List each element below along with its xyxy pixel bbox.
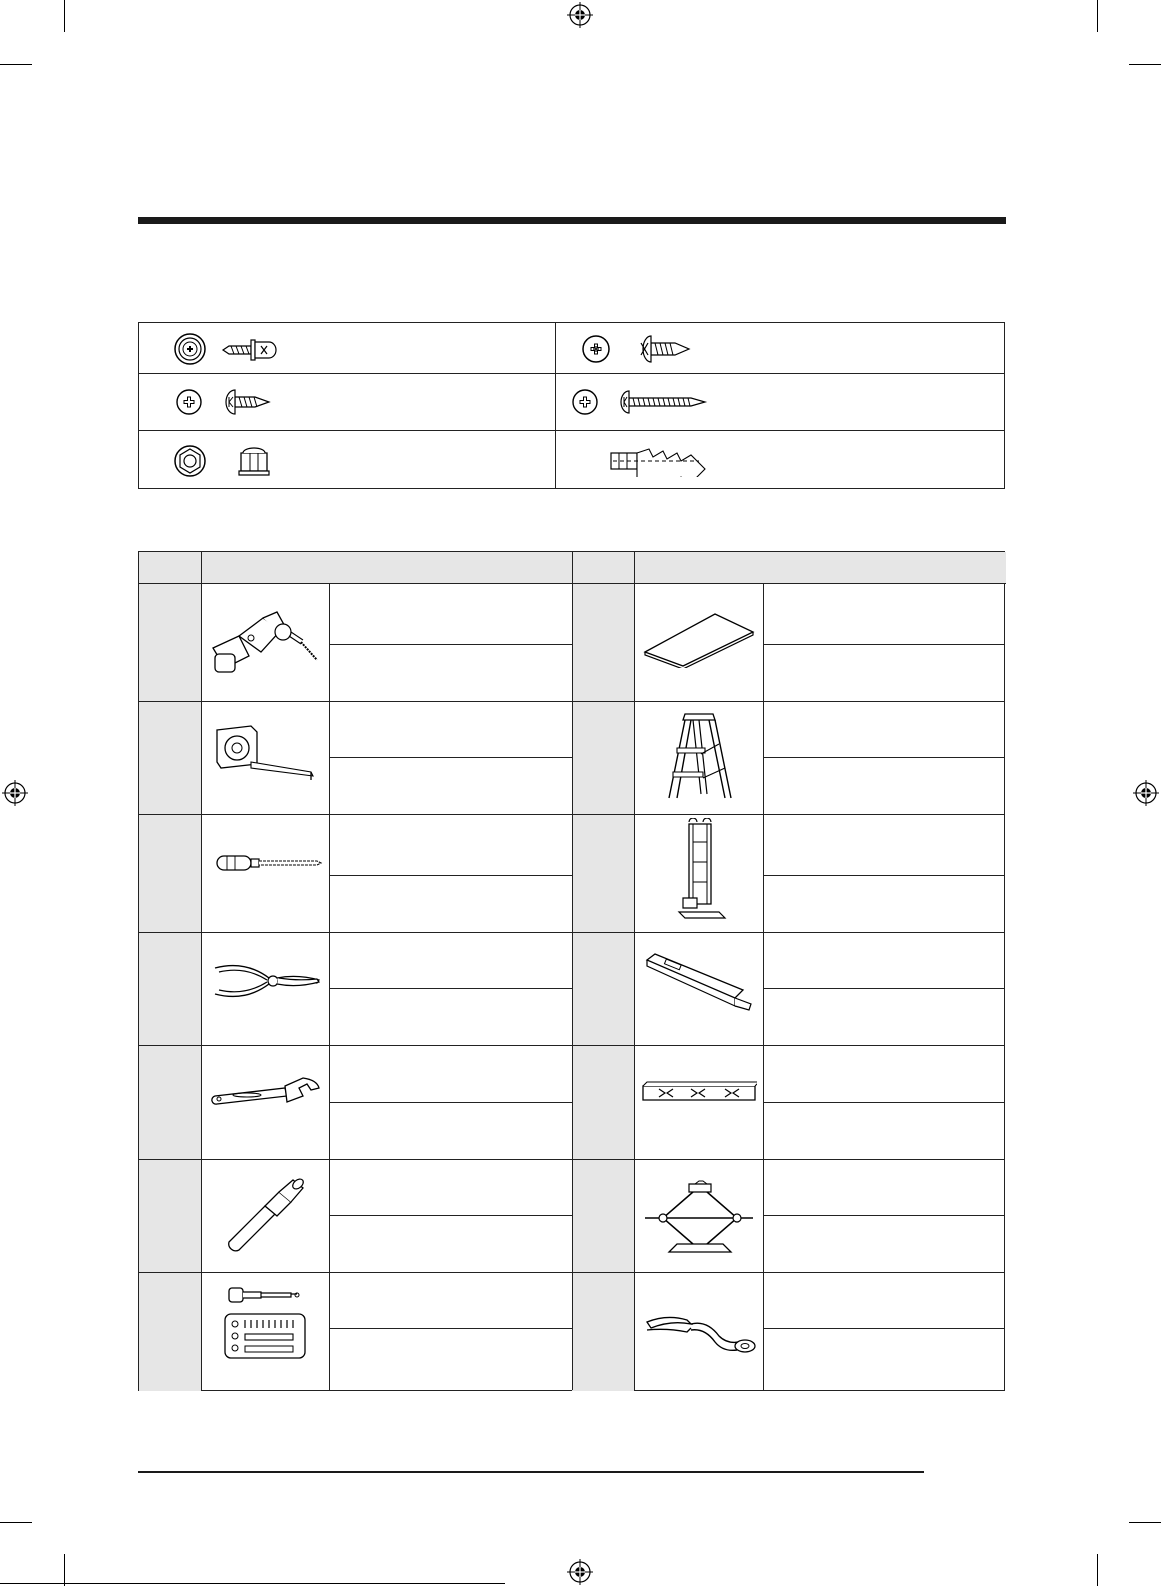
cell-line <box>329 1102 572 1103</box>
crop-mark <box>64 1554 65 1586</box>
screw-head-icon <box>175 388 203 416</box>
table-header-cell <box>201 552 572 584</box>
section-title-rule <box>138 217 1006 224</box>
column-line <box>634 552 635 1390</box>
crop-mark <box>0 1522 32 1523</box>
cell-line <box>329 875 572 876</box>
screw-head-icon <box>581 334 611 364</box>
fastener-row <box>139 374 1004 431</box>
row-line <box>139 1045 1004 1046</box>
registration-mark-icon <box>1133 780 1159 806</box>
cell-line <box>329 1215 572 1216</box>
table-header-cell <box>572 552 634 584</box>
crop-mark <box>1129 64 1161 65</box>
cell-line <box>329 1328 572 1329</box>
tools-table <box>138 551 1005 1391</box>
hand-truck-icon <box>673 818 731 926</box>
footer-rule <box>138 1471 924 1473</box>
cell-line <box>329 988 572 989</box>
screw-head-icon <box>571 388 599 416</box>
cardboard-sheet-icon <box>641 608 757 668</box>
crop-mark <box>64 0 65 32</box>
column-line <box>763 584 764 1390</box>
cell-line <box>329 757 572 758</box>
row-line <box>139 1272 1004 1273</box>
step-ladder-icon <box>663 710 735 802</box>
cell-line <box>763 1215 1004 1216</box>
flange-screw-head-icon <box>173 332 207 366</box>
table-header-cell <box>634 552 1006 584</box>
crop-mark <box>1097 1554 1098 1586</box>
hex-nut-top-icon <box>173 444 207 478</box>
column-line <box>572 552 573 1390</box>
row-line <box>139 1159 1004 1160</box>
door-wrench-icon <box>643 1296 759 1356</box>
pliers-icon <box>211 958 323 1004</box>
tape-measure-icon <box>213 720 323 800</box>
cell-line <box>763 875 1004 876</box>
socket-bit-set-icon <box>221 1282 321 1378</box>
column-line <box>201 552 202 1390</box>
column-line <box>329 584 330 1390</box>
adjustable-wrench-icon <box>211 1072 323 1112</box>
registration-mark-icon <box>2 780 28 806</box>
self-tapping-screw-icon <box>633 333 693 365</box>
spirit-level-icon <box>641 1078 757 1106</box>
fastener-row <box>139 323 1004 374</box>
short-tapping-screw-icon <box>221 388 273 416</box>
cell-line <box>329 644 572 645</box>
socket-driver-icon <box>221 1172 317 1262</box>
screwdriver-icon <box>213 848 325 878</box>
utility-knife-icon <box>641 950 757 1016</box>
row-number-column <box>572 584 634 1391</box>
cell-line <box>763 988 1004 989</box>
long-tapping-screw-icon <box>617 389 709 415</box>
crop-mark <box>0 64 32 65</box>
crop-mark <box>1129 1522 1161 1523</box>
hex-nut-side-icon <box>237 443 271 479</box>
crop-mark <box>1097 0 1098 32</box>
bottom-edge-line <box>0 1583 505 1584</box>
fasteners-table <box>138 322 1005 489</box>
row-line <box>139 932 1004 933</box>
wall-anchor-icon <box>609 445 715 477</box>
cell-line <box>763 644 1004 645</box>
registration-mark-icon <box>567 2 593 28</box>
table-header-cell <box>139 552 201 584</box>
registration-mark-icon <box>567 1559 593 1585</box>
scissor-jack-icon <box>641 1180 757 1256</box>
flange-screw-side-icon <box>221 335 279 365</box>
fastener-row <box>139 431 1004 490</box>
row-line <box>139 701 1004 702</box>
cell-line <box>763 757 1004 758</box>
cell-line <box>763 1328 1004 1329</box>
row-line <box>139 814 1004 815</box>
cell-line <box>763 1102 1004 1103</box>
row-number-column <box>139 584 201 1391</box>
electric-drill-icon <box>209 606 321 678</box>
